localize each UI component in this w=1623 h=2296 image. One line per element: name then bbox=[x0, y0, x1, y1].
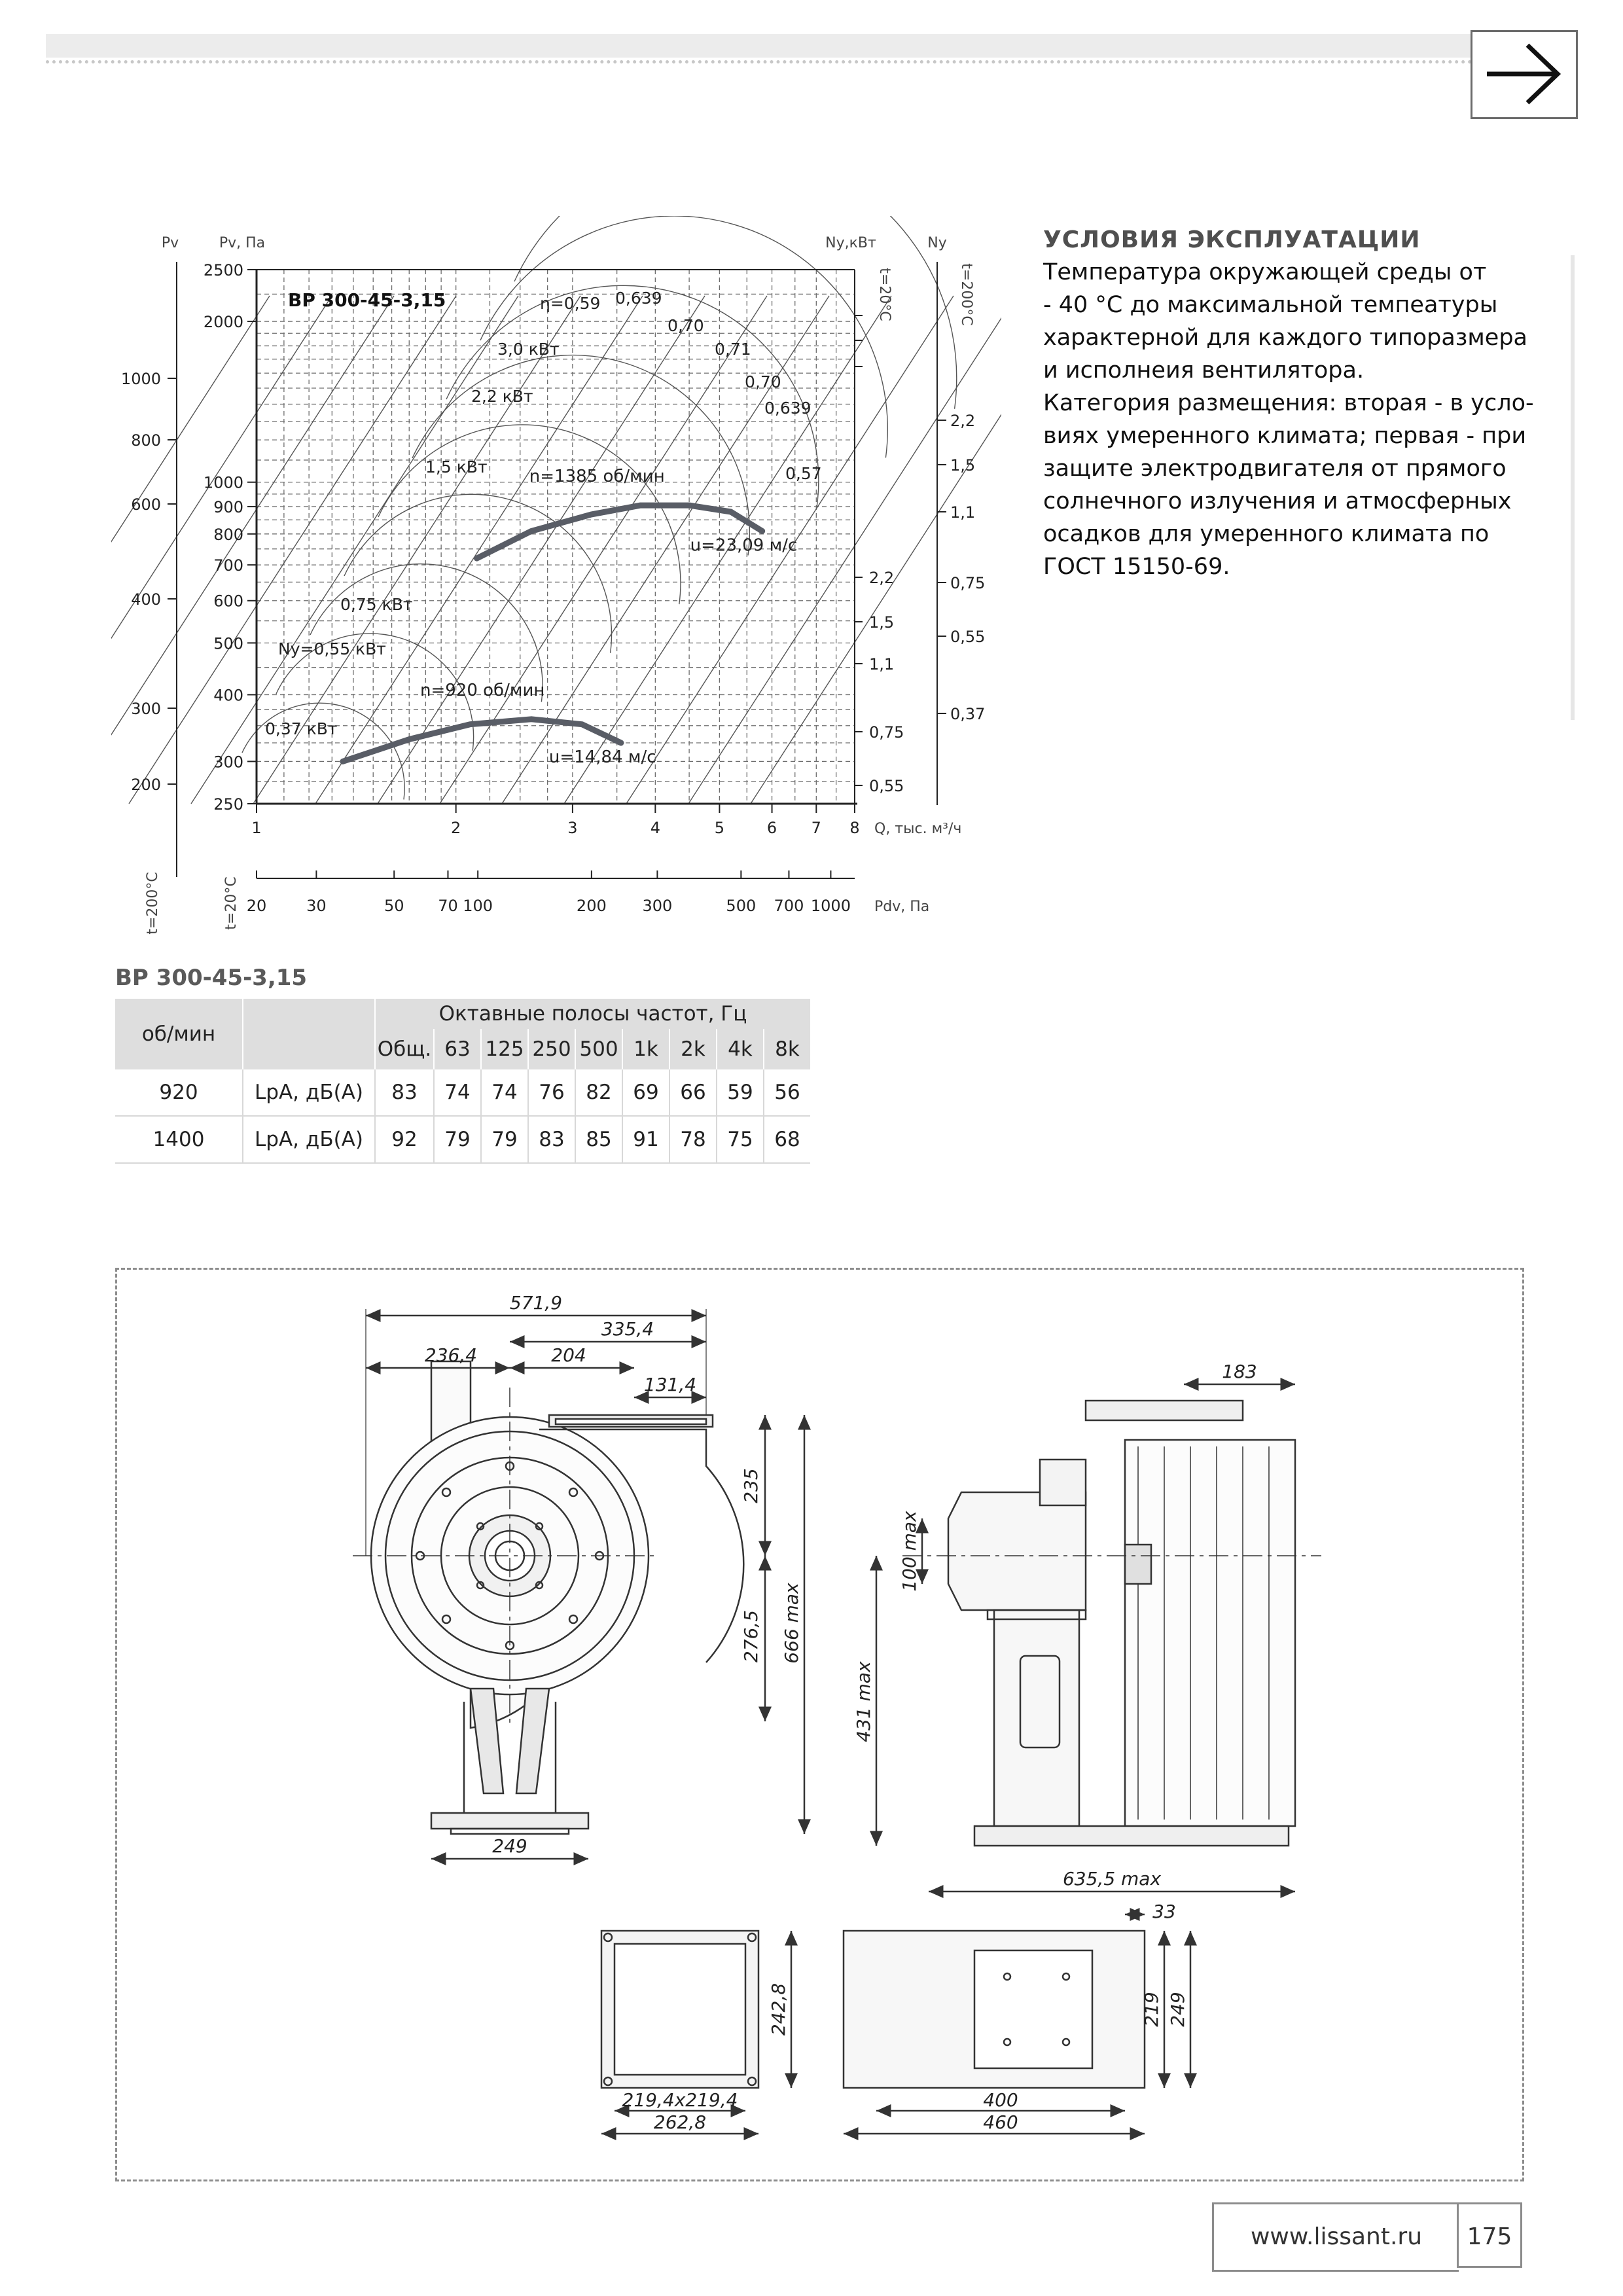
x-tick-label: 3 bbox=[567, 819, 578, 837]
value-cell: 74 bbox=[434, 1069, 481, 1116]
pv200-tick-label: 1000 bbox=[120, 370, 161, 388]
speed-label: u=23,09 м/с bbox=[690, 535, 798, 556]
temp-label: t=20°С bbox=[223, 876, 240, 930]
conditions-line: ГОСТ 15150-69. bbox=[1043, 554, 1230, 580]
value-cell: 59 bbox=[717, 1069, 764, 1116]
next-page-button[interactable] bbox=[1471, 30, 1578, 119]
band-header: Общ. bbox=[375, 1029, 434, 1069]
dim-label: 100 max bbox=[899, 1511, 920, 1592]
y-tick-label: 2000 bbox=[203, 313, 243, 332]
chart-annotation: η=0,59 bbox=[540, 294, 601, 313]
value-cell: 91 bbox=[622, 1116, 669, 1163]
system-line bbox=[378, 296, 705, 804]
conditions-title: УСЛОВИЯ ЭКСПЛУАТАЦИИ bbox=[1043, 226, 1421, 253]
dim-label: 635,5 max bbox=[1062, 1868, 1162, 1890]
y-tick-label: 800 bbox=[213, 525, 243, 544]
dim-label: 219 bbox=[1141, 1992, 1162, 2027]
y-tick-label: 400 bbox=[213, 686, 243, 705]
power-curve bbox=[412, 355, 749, 556]
operating-conditions bbox=[1043, 226, 1541, 583]
conditions-line: - 40 °С до максимальной темпеатуры bbox=[1043, 292, 1498, 318]
speed-label: u=14,84 м/с bbox=[548, 747, 656, 768]
x-tick-label: 1 bbox=[251, 819, 262, 837]
band-header: 125 bbox=[481, 1029, 528, 1069]
pdv-tick-label: 700 bbox=[774, 897, 804, 915]
conditions-line: характерной для каждого типоразмера bbox=[1043, 325, 1527, 351]
band-header: 500 bbox=[575, 1029, 622, 1069]
n200-tick-label: 2,2 bbox=[950, 412, 976, 430]
x-tick-label: 6 bbox=[766, 819, 777, 837]
dim-label: 460 bbox=[983, 2111, 1018, 2133]
y-tick-label: 700 bbox=[213, 556, 243, 575]
pv200-tick-label: 300 bbox=[131, 700, 161, 718]
dim-label: 131,4 bbox=[643, 1374, 697, 1395]
ny-axis-title: Nу bbox=[927, 235, 947, 251]
chart-annotation: 0,71 bbox=[715, 340, 751, 359]
unit-cell: LpA, дБ(A) bbox=[243, 1116, 375, 1163]
value-cell: 85 bbox=[575, 1116, 622, 1163]
conditions-line: Категория размещения: вторая - в усло- bbox=[1043, 390, 1534, 416]
value-cell: 83 bbox=[528, 1116, 575, 1163]
performance-chart bbox=[111, 216, 1001, 936]
chart-annotation: 0,70 bbox=[668, 316, 704, 335]
pdv-tick-label: 20 bbox=[246, 897, 267, 915]
y-tick-label: 300 bbox=[213, 753, 243, 772]
y-tick-label: 500 bbox=[213, 634, 243, 653]
chart-annotation: 0,57 bbox=[785, 464, 822, 483]
x-axis-title: Q, тыс. м³/ч bbox=[874, 821, 962, 837]
pdv-tick-label: 50 bbox=[383, 897, 404, 915]
pdv-tick-label: 300 bbox=[642, 897, 673, 915]
n200-tick-label: 1,1 bbox=[950, 503, 976, 522]
front-view bbox=[353, 1309, 804, 1859]
chart-annotation: 3,0 кВт bbox=[497, 340, 560, 359]
fan-dimension-drawing bbox=[117, 1270, 1522, 2179]
dim-label: 666 max bbox=[781, 1583, 802, 1664]
header-dotted-rule bbox=[46, 60, 1571, 63]
n200-tick-label: 0,75 bbox=[950, 574, 986, 592]
y-tick-label: 250 bbox=[213, 795, 243, 814]
band-header: 4k bbox=[717, 1029, 764, 1069]
band-header: 63 bbox=[434, 1029, 481, 1069]
dim-label: 262,8 bbox=[653, 2111, 707, 2133]
dim-label: 276,5 bbox=[740, 1609, 762, 1663]
pv200-tick-label: 800 bbox=[131, 431, 161, 450]
band-header: 8k bbox=[764, 1029, 810, 1069]
temp-label: t=200°С bbox=[958, 263, 974, 326]
x-tick-label: 8 bbox=[849, 819, 860, 837]
dim-label: 235 bbox=[740, 1468, 762, 1503]
value-cell: 76 bbox=[528, 1069, 575, 1116]
chart-annotation: 0,75 кВт bbox=[340, 595, 413, 614]
conditions-line: и исполнеия вентилятора. bbox=[1043, 357, 1364, 384]
dim-label: 242,8 bbox=[768, 1982, 789, 2036]
value-cell: 69 bbox=[622, 1069, 669, 1116]
value-cell: 79 bbox=[481, 1116, 528, 1163]
dim-label: 431 max bbox=[853, 1661, 874, 1742]
value-cell: 68 bbox=[764, 1116, 810, 1163]
page-number: 175 bbox=[1457, 2202, 1522, 2268]
y-tick-label: 2500 bbox=[203, 261, 243, 279]
x-tick-label: 4 bbox=[650, 819, 660, 837]
power-curve bbox=[378, 425, 681, 604]
chart-annotation: 0,639 bbox=[615, 289, 662, 308]
chart-annotation: Nу=0,55 кВт bbox=[278, 639, 386, 658]
band-header: 2k bbox=[669, 1029, 717, 1069]
conditions-line: Температура окружающей среды от bbox=[1043, 259, 1487, 285]
value-cell: 66 bbox=[669, 1069, 717, 1116]
table-row bbox=[115, 1116, 810, 1163]
n20-tick-label: 0,75 bbox=[869, 723, 904, 742]
conditions-line: защите электродвигателя от прямого bbox=[1043, 456, 1507, 482]
series-label: n=1385 об/мин bbox=[529, 467, 665, 487]
y-axis-title: Pv, Па bbox=[219, 235, 266, 251]
pdv-tick-label: 1000 bbox=[810, 897, 851, 915]
x-tick-label: 5 bbox=[714, 819, 725, 837]
rpm-cell: 1400 bbox=[152, 1128, 205, 1151]
value-cell: 78 bbox=[669, 1116, 717, 1163]
pv200-tick-label: 200 bbox=[131, 776, 161, 794]
chart-annotation: 1,5 кВт bbox=[425, 457, 488, 476]
x-tick-label: 7 bbox=[811, 819, 821, 837]
pdv-tick-label: 200 bbox=[576, 897, 607, 915]
x-tick-label: 2 bbox=[451, 819, 461, 837]
band-header: 1k bbox=[622, 1029, 669, 1069]
chart-annotation: 0,70 bbox=[745, 372, 781, 391]
dim-label: 204 bbox=[551, 1344, 586, 1366]
arrow-right-icon bbox=[1484, 41, 1563, 107]
value-cell: 83 bbox=[375, 1069, 434, 1116]
dim-label: 33 bbox=[1152, 1901, 1176, 1922]
rpm-header: об/мин bbox=[115, 999, 243, 1069]
unit-cell: LpA, дБ(A) bbox=[243, 1069, 375, 1116]
noise-table-title: ВР 300-45-3,15 bbox=[115, 965, 308, 991]
pdv-tick-label: 500 bbox=[726, 897, 757, 915]
value-cell: 92 bbox=[375, 1116, 434, 1163]
conditions-line: солнечного излучения и атмосферных bbox=[1043, 488, 1512, 514]
dim-label: 335,4 bbox=[601, 1318, 654, 1340]
value-cell: 79 bbox=[434, 1116, 481, 1163]
n20-tick-label: 1,5 bbox=[869, 613, 895, 632]
header-bar bbox=[46, 34, 1571, 58]
pdv-tick-label: 30 bbox=[306, 897, 327, 915]
n20-tick-label: 0,55 bbox=[869, 777, 904, 795]
dim-label: 571,9 bbox=[509, 1292, 563, 1314]
value-cell: 82 bbox=[575, 1069, 622, 1116]
conditions-line: осадков для умеренного климата по bbox=[1043, 521, 1489, 547]
y-tick-label: 900 bbox=[213, 498, 243, 517]
unit-header bbox=[243, 999, 375, 1069]
table-row bbox=[115, 1069, 810, 1116]
pdv-tick-label: 70 bbox=[438, 897, 458, 915]
dim-label: 236,4 bbox=[424, 1344, 478, 1366]
dim-label: 249 bbox=[492, 1835, 527, 1857]
side-scroll-mark bbox=[1571, 255, 1575, 720]
side-view bbox=[876, 1384, 1321, 1892]
dim-label: 219,4x219,4 bbox=[622, 2089, 738, 2111]
pdv-tick-label: 100 bbox=[463, 897, 493, 915]
series-label: n=920 об/мин bbox=[419, 680, 545, 700]
pdv-axis-title: Pdv, Па bbox=[874, 899, 930, 915]
rpm-cell: 920 bbox=[159, 1081, 198, 1104]
n200-tick-label: 1,5 bbox=[950, 456, 976, 475]
bands-header: Октавные полосы частот, Гц bbox=[375, 999, 810, 1029]
chart-annotation: 0,639 bbox=[764, 399, 812, 418]
chart-annotation: 2,2 кВт bbox=[471, 387, 533, 406]
n20-tick-label: 2,2 bbox=[869, 569, 895, 587]
n200-tick-label: 0,37 bbox=[950, 705, 986, 723]
dim-label: 183 bbox=[1222, 1361, 1257, 1382]
pv200-tick-label: 600 bbox=[131, 495, 161, 514]
dim-label: 249 bbox=[1167, 1992, 1188, 2027]
temp-label: t=20°С bbox=[876, 268, 893, 321]
conditions-line: виях умеренного климата; первая - при bbox=[1043, 423, 1527, 449]
noise-table bbox=[115, 999, 810, 1164]
page-footer bbox=[1212, 2202, 1522, 2268]
temp-label: t=200°С bbox=[145, 872, 161, 935]
site-link[interactable]: www.lissant.ru bbox=[1212, 2202, 1459, 2272]
value-cell: 56 bbox=[764, 1069, 810, 1116]
band-header: 250 bbox=[528, 1029, 575, 1069]
value-cell: 74 bbox=[481, 1069, 528, 1116]
performance-chart-svg bbox=[111, 216, 1001, 936]
nu-axis-title: Nу,кВт bbox=[825, 235, 876, 251]
n20-tick-label: 1,1 bbox=[869, 655, 895, 673]
dim-label: 400 bbox=[983, 2089, 1018, 2111]
n200-tick-label: 0,55 bbox=[950, 628, 986, 646]
y-tick-label: 600 bbox=[213, 592, 243, 611]
chart-title: ВР 300-45-3,15 bbox=[288, 289, 446, 311]
pv200-axis-title: Pv bbox=[161, 235, 179, 251]
value-cell: 75 bbox=[717, 1116, 764, 1163]
technical-drawing bbox=[115, 1268, 1524, 2181]
chart-annotation: 0,37 кВт bbox=[265, 719, 338, 738]
y-tick-label: 1000 bbox=[203, 473, 243, 492]
pv200-tick-label: 400 bbox=[131, 590, 161, 609]
